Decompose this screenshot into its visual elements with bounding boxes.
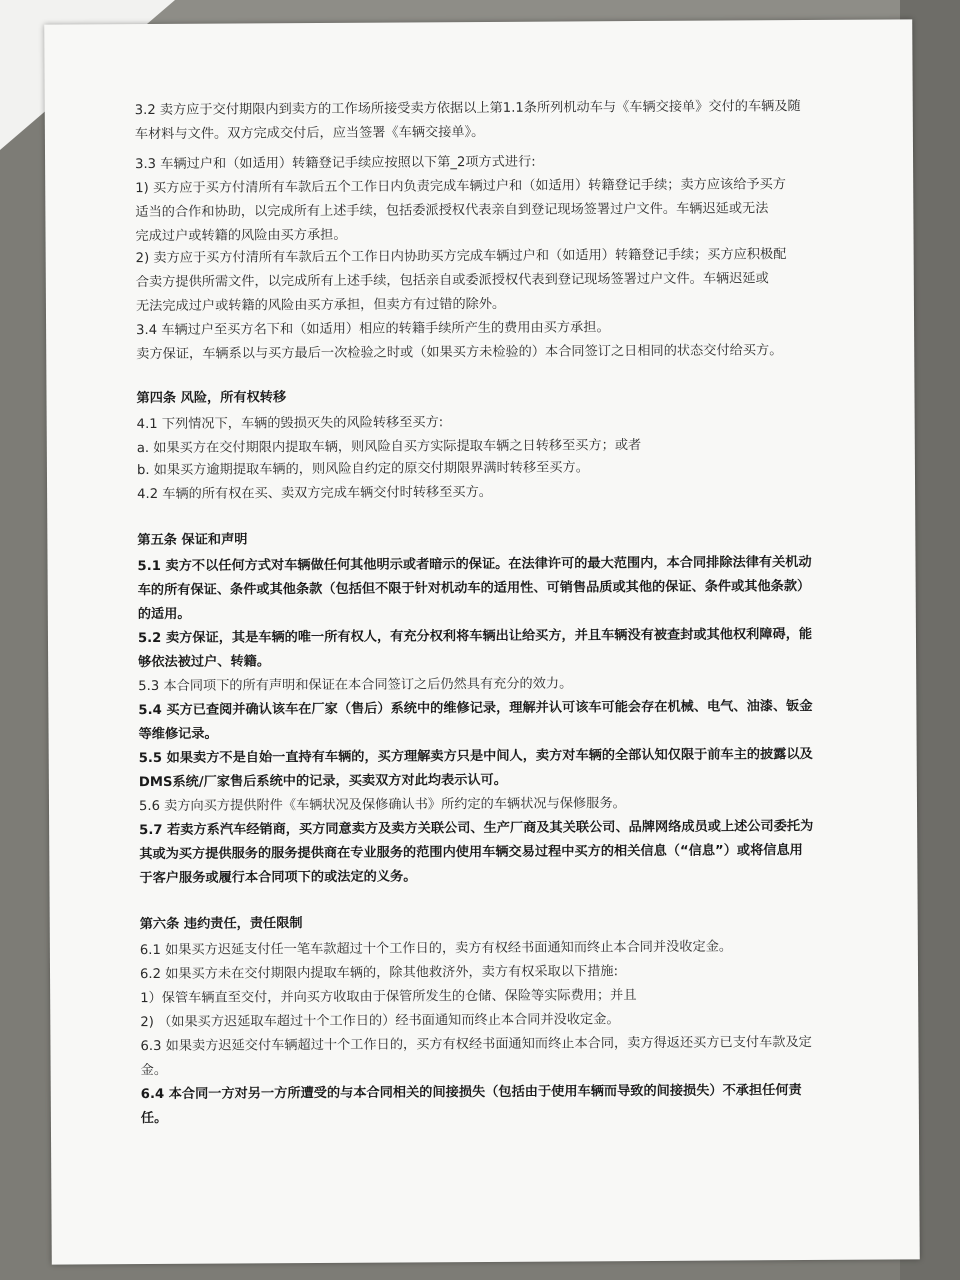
text-line: 6.3 如果卖方迟延交付车辆超过十个工作日的，买方有权经书面通知而终止本合同，卖方得返还买方已支付车款及定 [140, 1034, 812, 1055]
text-line: 6.2 如果买方未在交付期限内提取车辆的，除其他救济外，卖方有权采取以下措施: [139, 964, 619, 983]
text-line: 任。 [140, 1110, 168, 1127]
text-line: 其或为买方提供服务的服务提供商在专业服务的范围内使用车辆交易过程中买方的相关信息（“信息”）或将信息用 [139, 843, 803, 863]
text-line: 适当的合作和协助，以完成所有上述手续，包括委派授权代表亲自到登记现场签署过户文件。车辆迟延或无法 [135, 201, 769, 221]
text-line: 5.4 买方已查阅并确认该车在厂家（售后）系统中的维修记录，理解并认可该车可能会存在机械、电气、油漆、钣金 [138, 698, 813, 719]
text-line: 1）保管车辆直至交付，并向买方收取由于保管所发生的仓储、保险等实际费用；并且 [140, 988, 637, 1007]
text-line: b. 如果买方逾期提取车辆的，则风险自约定的原交付期限界满时转移至买方。 [136, 460, 589, 479]
text-line: DMS系统/厂家售后系统中的记录，买卖双方对此均表示认可。 [138, 772, 507, 791]
contract-page [44, 19, 920, 1264]
text-line: 4.1 下列情况下，车辆的毁损灭失的风险转移至买方: [136, 415, 444, 433]
text-line: 3.3 车辆过户和（如适用）转籍登记手续应按照以下第_2项方式进行: [135, 154, 536, 173]
text-line: 等维修记录。 [138, 726, 218, 743]
text-line: 6.4 本合同一方对另一方所遭受的与本合同相关的间接损失（包括由于使用车辆而导致的间接损失）不承担任何责 [140, 1083, 802, 1103]
text-line: 无法完成过户或转籍的风险由买方承担，但卖方有过错的除外。 [135, 296, 506, 315]
text-line: 车的所有保证、条件或其他条款（包括但不限于针对机动车的适用性、可销售品质或其他的保证、条件或其他条款） [137, 578, 811, 599]
text-line: 5.1 卖方不以任何方式对车辆做任何其他明示或者暗示的保证。在法律许可的最大范围内，本合同排除法律有关机动 [137, 554, 812, 575]
text-line: 2) （如果买方迟延取车超过十个工作日的）经书面通知而终止本合同并没收定金。 [140, 1012, 620, 1031]
text-line: 5.5 如果卖方不是自始一直持有车辆的，买方理解卖方只是中间人，卖方对车辆的全部认知仅限于前车主的披露以及 [138, 746, 813, 767]
text-line: 够依法被过户、转籍。 [138, 654, 271, 671]
text-line: 5.2 卖方保证，其是车辆的唯一所有权人，有充分权利将车辆出让给买方，并且车辆没有被查封或其他权利障碍，能 [137, 626, 813, 647]
text-line: 金。 [140, 1062, 168, 1079]
text-line: 5.3 本合同项下的所有声明和保证在本合同签订之后仍然具有充分的效力。 [138, 676, 573, 695]
text-line: 第六条 违约责任，责任限制 [139, 916, 303, 933]
text-line: 2) 卖方应于买方付清所有车款后五个工作日内协助买方完成车辆过户和（如适用）转籍登记手续；买方应积极配 [135, 247, 787, 267]
text-line: 车材料与文件。双方完成交付后，应当签署《车辆交接单》。 [134, 124, 485, 143]
text-line: 5.6 卖方向买方提供附件《车辆状况及保修确认书》所约定的车辆状况与保修服务。 [138, 796, 626, 815]
text-line: 3.2 卖方应于交付期限内到卖方的工作场所接受卖方依据以上第1.1条所列机动车与《车辆交接单》交付的车辆及随 [134, 99, 801, 119]
text-line: 卖方保证，车辆系以与买方最后一次检验之时或（如果买方未检验的）本合同签订之日相同的状态交付给买方。 [136, 343, 783, 363]
text-line: 4.2 车辆的所有权在买、卖双方完成车辆交付时转移至买方。 [137, 484, 492, 503]
text-line: 第五条 保证和声明 [137, 532, 248, 549]
text-line: 1) 买方应于买方付清所有车款后五个工作日内负责完成车辆过户和（如适用）转籍登记手续；卖方应该给予买方 [135, 177, 786, 197]
text-line: 第四条 风险，所有权转移 [136, 390, 287, 407]
text-line: 完成过户或转籍的风险由买方承担。 [135, 227, 347, 245]
text-line: a. 如果买方在交付期限内提取车辆，则风险自买方实际提取车辆之日转移至买方；或者 [136, 438, 642, 457]
text-line: 5.7 若卖方系汽车经销商，买方同意卖方及卖方关联公司、生产厂商及其关联公司、品牌网络成员或上述公司委托为 [139, 818, 814, 839]
text-line: 于客户服务或履行本合同项下的或法定的义务。 [139, 869, 417, 887]
text-line: 的适用。 [137, 606, 191, 623]
text-line: 6.1 如果买方迟延支付任一笔车款超过十个工作日的，卖方有权经书面通知而终止本合同并没收定金。 [139, 939, 733, 959]
text-line: 合卖方提供所需文件，以完成所有上述手续，包括亲自或委派授权代表到登记现场签署过户文件。车辆迟延或 [135, 271, 769, 291]
text-line: 3.4 车辆过户至买方名下和（如适用）相应的转籍手续所产生的费用由买方承担。 [136, 320, 610, 339]
